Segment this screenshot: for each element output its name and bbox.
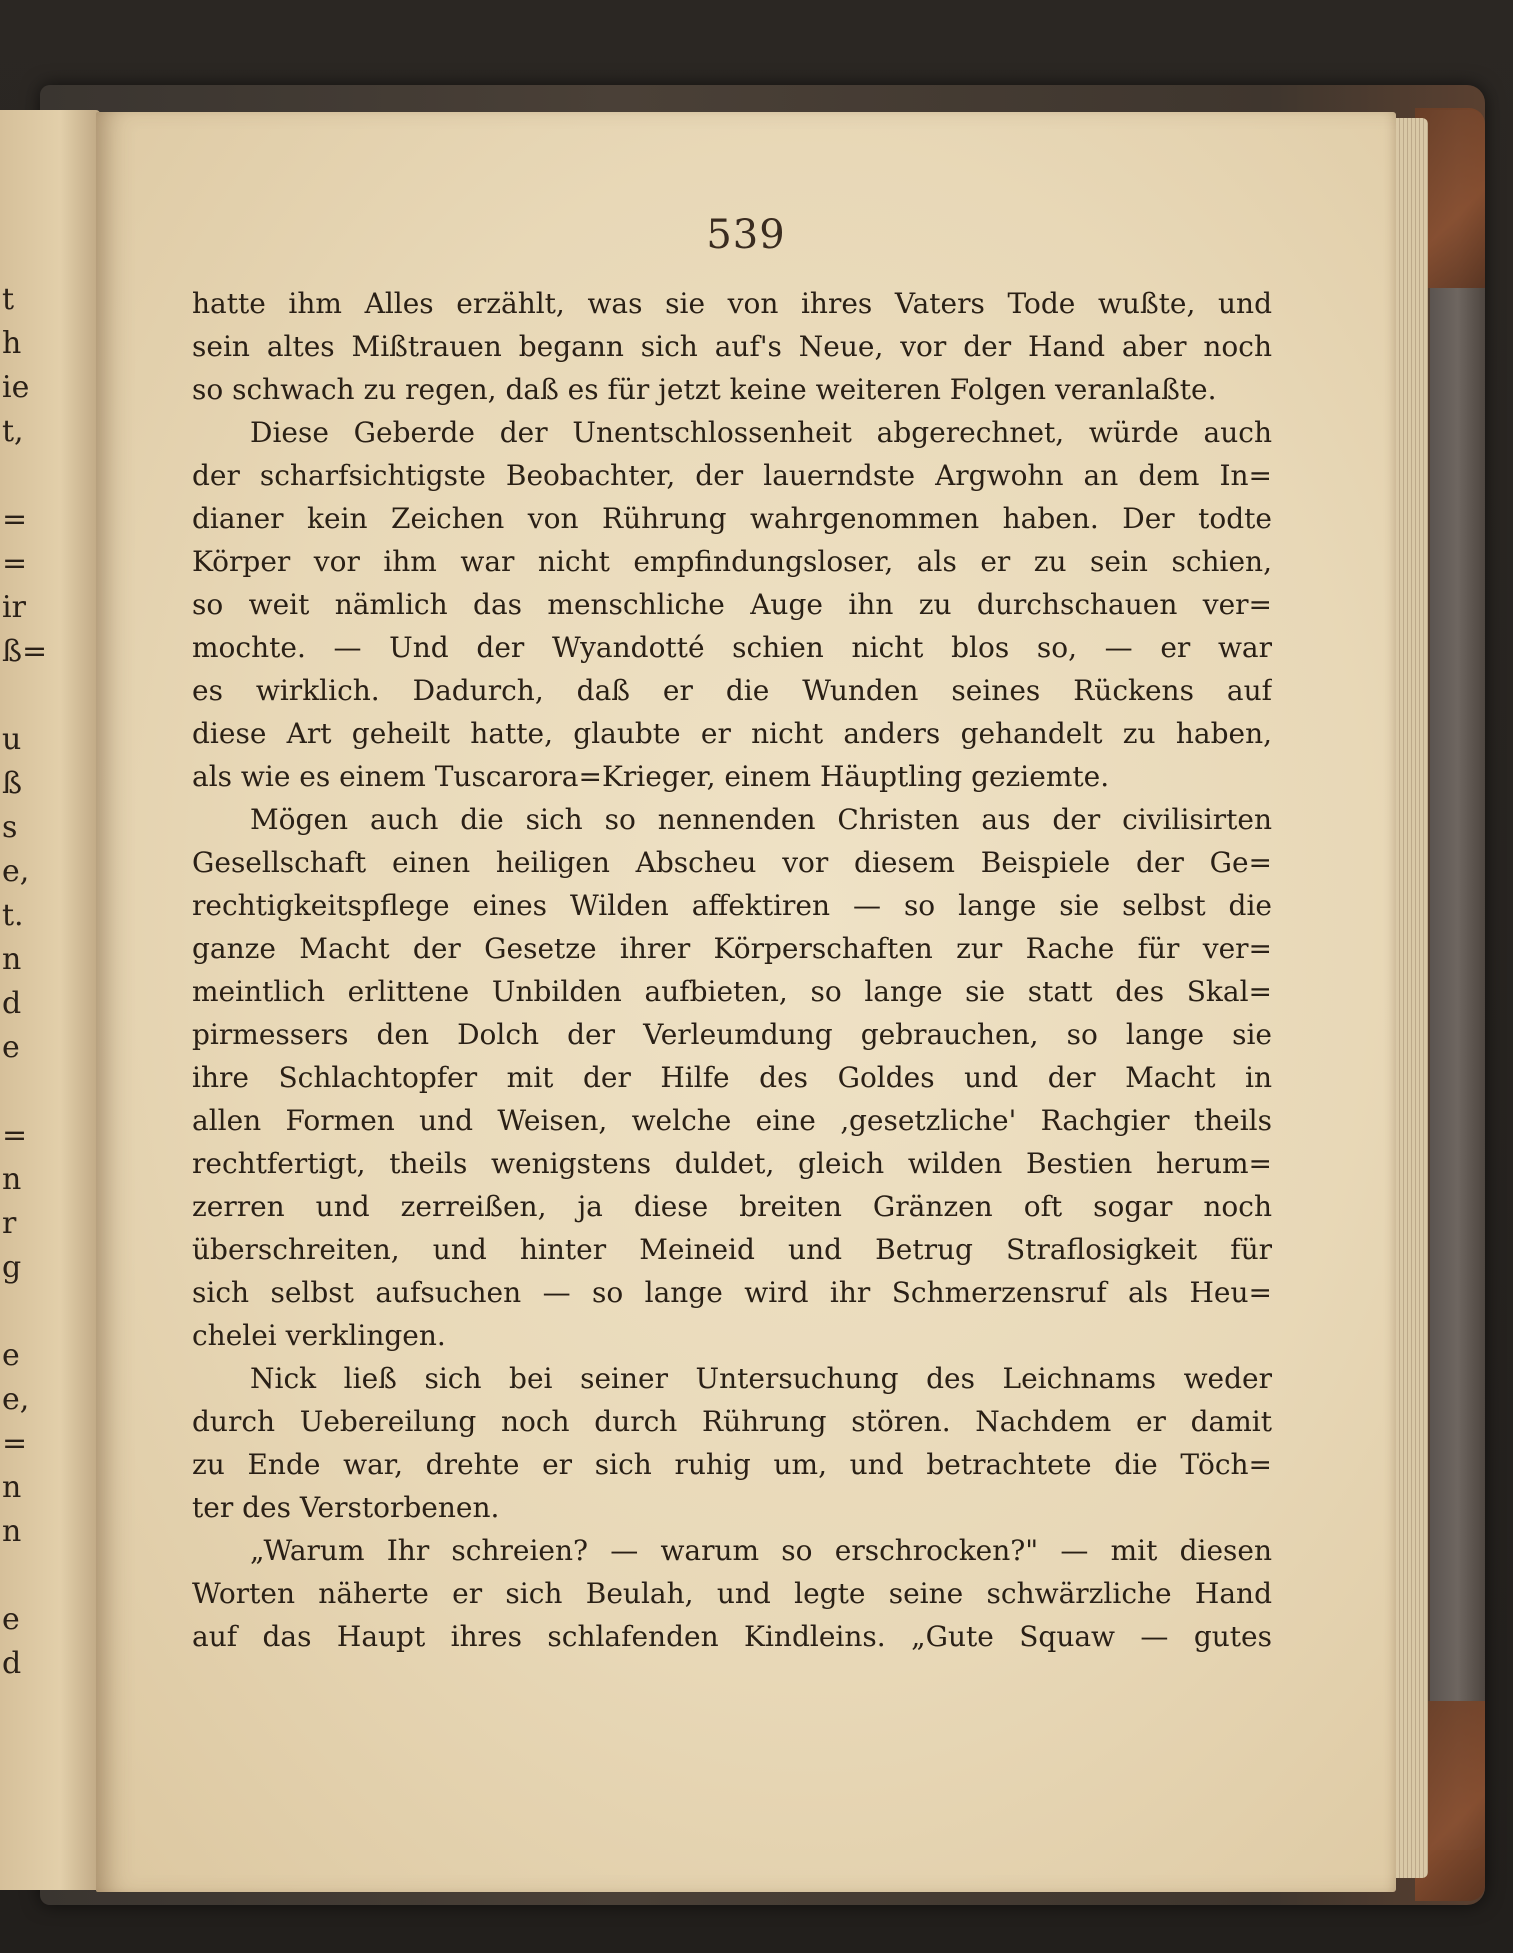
text-line: so weit nämlich das menschliche Auge ihn zu durchschauen ver=: [192, 588, 1272, 621]
left-page-fragment: u: [2, 722, 22, 757]
left-page-fragment: ir: [2, 590, 26, 625]
text-line: Mögen auch die sich so nennenden Christen aus der civilisirten: [250, 803, 1272, 836]
text-line: sein altes Mißtrauen begann sich auf's Neue, vor der Hand aber noch: [192, 330, 1272, 363]
left-page-fragment: ie: [2, 370, 30, 405]
text-line: allen Formen und Weisen, welche eine ‚gesetzliche' Rachgier theils: [192, 1104, 1272, 1137]
text-line: sich selbst aufsuchen — so lange wird ihr Schmerzensruf als Heu=: [192, 1276, 1272, 1309]
text-line: Worten näherte er sich Beulah, und legte seine schwärzliche Hand: [192, 1577, 1272, 1610]
left-page-fragment: e: [2, 1338, 20, 1373]
left-page-fragment: n: [2, 1162, 22, 1197]
text-line: Gesellschaft einen heiligen Abscheu vor diesem Beispiele der Ge=: [192, 846, 1272, 879]
left-page-fragment: e,: [2, 1382, 30, 1417]
left-page-fragment: =: [2, 502, 28, 537]
text-line: ihre Schlachtopfer mit der Hilfe des Goldes und der Macht in: [192, 1061, 1272, 1094]
text-line: überschreiten, und hinter Meineid und Betrug Straflosigkeit für: [192, 1233, 1272, 1266]
text-line: Diese Geberde der Unentschlossenheit abgerechnet, würde auch: [250, 416, 1272, 449]
text-line: pirmessers den Dolch der Verleumdung gebrauchen, so lange sie: [192, 1018, 1272, 1051]
left-page-fragment: h: [2, 326, 22, 361]
left-page-fragment: =: [2, 546, 28, 581]
page-number: 539: [706, 212, 786, 258]
left-page-fragment: g: [2, 1250, 22, 1285]
text-line: hatte ihm Alles erzählt, was sie von ihres Vaters Tode wußte, und: [192, 287, 1272, 320]
text-line: dianer kein Zeichen von Rührung wahrgenommen haben. Der todte: [192, 502, 1272, 535]
text-line: Nick ließ sich bei seiner Untersuchung des Leichnams weder: [250, 1362, 1272, 1395]
text-line: rechtfertigt, theils wenigstens duldet, gleich wilden Bestien herum=: [192, 1147, 1272, 1180]
page-text: [192, 282, 1272, 1658]
text-line: durch Uebereilung noch durch Rührung stören. Nachdem er damit: [192, 1405, 1272, 1438]
left-page-fragment: e: [2, 1602, 20, 1637]
text-line: als wie es einem Tuscarora=Krieger, einem Häuptling geziemte.: [192, 760, 1110, 793]
left-page-fragment: t,: [2, 414, 24, 449]
left-page-fragment: n: [2, 942, 22, 977]
book-page: [96, 112, 1396, 1892]
text-line: mochte. — Und der Wyandotté schien nicht blos so, — er war: [192, 631, 1272, 664]
text-line: so schwach zu regen, daß es für jetzt keine weiteren Folgen veranlaßte.: [192, 373, 1217, 406]
left-page-fragment: n: [2, 1470, 22, 1505]
left-page-edge: [0, 110, 100, 1890]
left-page-fragment: =: [2, 1118, 28, 1153]
text-line: Körper vor ihm war nicht empfindungsloser, als er zu sein schien,: [192, 545, 1272, 578]
text-line: „Warum Ihr schreien? — warum so erschrocken?" — mit diesen: [250, 1534, 1272, 1567]
left-page-fragment: =: [2, 1426, 28, 1461]
left-page-fragment: ß: [2, 766, 23, 801]
left-page-fragment: n: [2, 1514, 22, 1549]
left-page-fragment: t: [2, 282, 15, 317]
text-line: zu Ende war, drehte er sich ruhig um, und betrachtete die Töch=: [192, 1448, 1272, 1481]
left-page-fragment: ß=: [2, 634, 48, 669]
book-cover-edge: [1430, 110, 1485, 1850]
text-line: diese Art geheilt hatte, glaubte er nicht anders gehandelt zu haben,: [192, 717, 1272, 750]
text-line: rechtigkeitspflege eines Wilden affektiren — so lange sie selbst die: [192, 889, 1272, 922]
text-line: auf das Haupt ihres schlafenden Kindleins. „Gute Squaw — gutes: [192, 1620, 1272, 1653]
left-page-fragment: t.: [2, 898, 24, 933]
left-page-fragment: d: [2, 986, 22, 1021]
left-page-fragment: r: [2, 1206, 17, 1241]
left-page-fragment: s: [2, 810, 18, 845]
left-page-fragment: d: [2, 1646, 22, 1681]
text-line: der scharfsichtigste Beobachter, der lauerndste Argwohn an dem In=: [192, 459, 1272, 492]
left-page-fragment: e,: [2, 854, 30, 889]
text-line: ter des Verstorbenen.: [192, 1491, 500, 1524]
text-line: meintlich erlittene Unbilden aufbieten, so lange sie statt des Skal=: [192, 975, 1272, 1008]
text-line: ganze Macht der Gesetze ihrer Körperschaften zur Rache für ver=: [192, 932, 1272, 965]
text-line: es wirklich. Dadurch, daß er die Wunden seines Rückens auf: [192, 674, 1272, 707]
text-line: chelei verklingen.: [192, 1319, 446, 1352]
text-line: zerren und zerreißen, ja diese breiten Gränzen oft sogar noch: [192, 1190, 1272, 1223]
left-page-fragment: e: [2, 1030, 20, 1065]
